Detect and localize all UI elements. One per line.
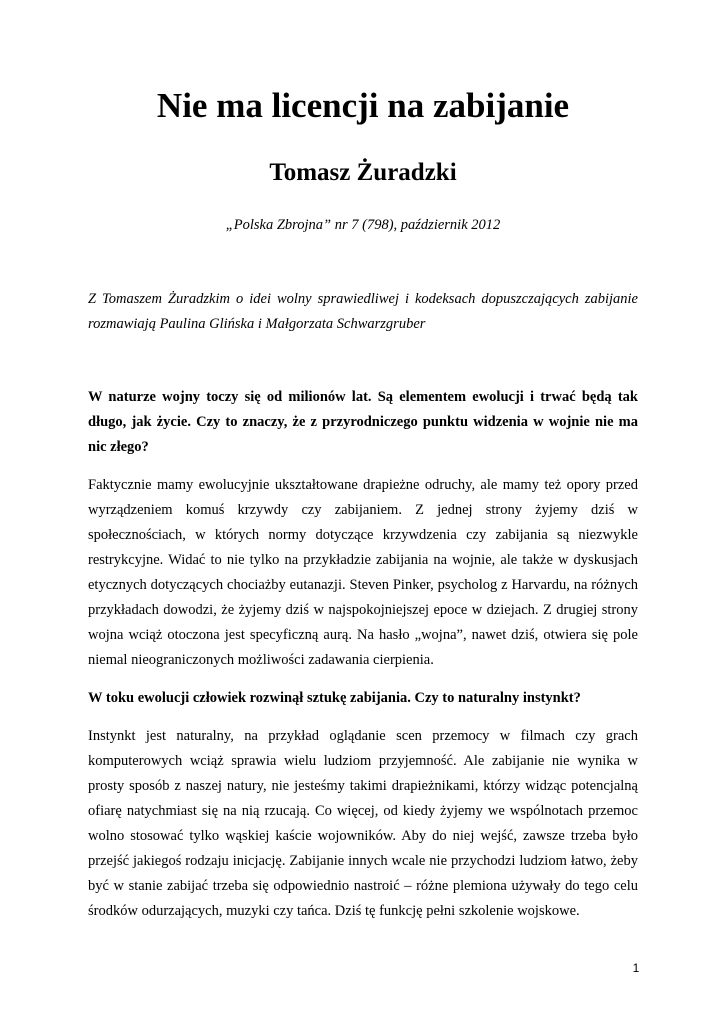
document-title: Nie ma licencji na zabijanie	[156, 86, 570, 125]
page-number: 1	[632, 961, 640, 975]
article-body	[88, 385, 638, 937]
interview-intro: Z Tomaszem Żuradzkim o idei wolny sprawiedliwej i kodeksach dopuszczających zabijanie rozmawiają Paulina Glińska i Małgorzata Schwarzgruber	[88, 291, 638, 332]
answer-paragraph: Instynkt jest naturalny, na przykład oglądanie scen przemocy w filmach czy grach komputerowych wciąż sprawia wielu ludziom przyjemność. Ale zabijanie nie wynika w prosty sposób z naszej natury, nie jesteśmy takimi drapieżnikami, którzy widząc potencjalną ofiarę natychmiast się na nią rzucają. Co więcej, od kiedy żyjemy we wspólnotach przemoc wolno stosować tylko wąskiej kaście wojowników. Aby do niej wejść, zawsze trzeba było przejść jakiegoś rodzaju inicjację. Zabijanie innych wcale nie przychodzi ludziom łatwo, żeby być w stanie zabijać trzeba się odpowiednio nastroić – różne plemiona używały do tego celu środków odurzających, muzyki czy tańca. Dziś tę funkcję pełni szkolenie wojskowe.	[88, 728, 638, 919]
question-paragraph: W naturze wojny toczy się od milionów lat. Są elementem ewolucji i trwać będą tak długo, jak życie. Czy to znaczy, że z przyrodniczego punktu widzenia w wojnie nie ma nic złego?	[88, 389, 638, 455]
publication-source: „Polska Zbrojna” nr 7 (798), październik 2012	[225, 217, 501, 233]
question-paragraph: W toku ewolucji człowiek rozwinął sztukę zabijania. Czy to naturalny instynkt?	[88, 690, 581, 706]
author-name: Tomasz Żuradzki	[269, 159, 457, 186]
answer-paragraph: Faktycznie mamy ewolucyjnie ukształtowane drapieżne odruchy, ale mamy też opory przed wyrządzeniem komuś krzywdy czy zabijaniem. Z jednej strony żyjemy dziś w społecznościach, w których normy dotyczące krzywdzenia czy zabijania są niezwykle restrykcyjne. Widać to nie tylko na przykładzie zabijania na wojnie, ale także w dyskusjach etycznych dotyczących chociażby eutanazji. Steven Pinker, psycholog z Harvardu, na różnych przykładach dowodzi, że żyjemy dziś w najspokojniejszej epoce w dziejach. Z drugiej strony wojna wciąż otoczona jest specyficzną aurą. Na hasło „wojna”, nawet dziś, otwiera się pole niemal nieograniczonych możliwości zadawania cierpienia.	[88, 477, 638, 668]
